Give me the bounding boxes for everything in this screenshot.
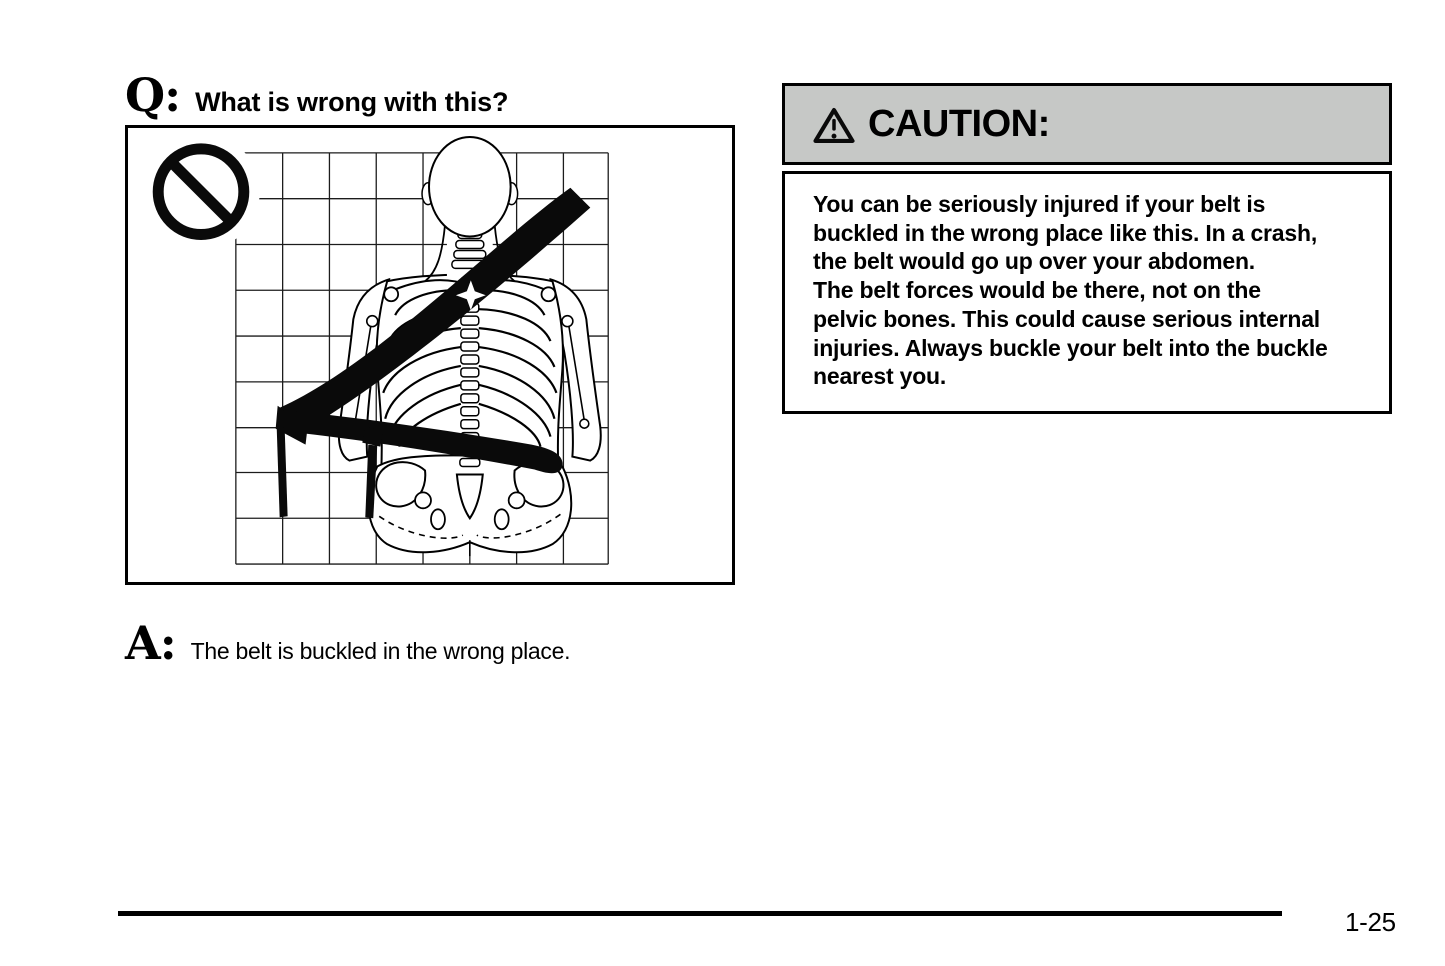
- seatbelt-illustration-svg: [128, 128, 732, 582]
- left-strap: [277, 427, 288, 518]
- answer-text: The belt is buckled in the wrong place.: [190, 638, 571, 664]
- caution-text-line: nearest you.: [813, 363, 947, 390]
- caution-text-line: pelvic bones. This could cause serious internal: [813, 305, 1320, 332]
- caution-block: [782, 83, 1392, 414]
- head: [429, 137, 511, 237]
- footer-divider: [118, 911, 1282, 916]
- seatbelt-illustration: [125, 125, 735, 585]
- question-text: What is wrong with this?: [195, 87, 509, 117]
- warning-triangle-icon: [813, 107, 855, 144]
- caution-text-line: You can be seriously injured if your belt is: [813, 191, 1266, 217]
- page-number: 1-25: [1345, 907, 1396, 937]
- caution-text-line: the belt would go up over your abdomen.: [813, 248, 1255, 275]
- answer-heading: [125, 616, 571, 670]
- caution-text-line: injuries. Always buckle your belt into the buckle: [813, 334, 1328, 361]
- question-prefix: Q:: [125, 68, 181, 122]
- question-heading: [125, 68, 509, 122]
- left-shoulder-joint: [384, 287, 398, 301]
- answer-prefix: A:: [125, 616, 176, 670]
- caution-header: [782, 83, 1392, 165]
- caution-text-line: The belt forces would be there, not on the: [813, 277, 1261, 304]
- caution-text-line: buckled in the wrong place like this. In a crash,: [813, 219, 1318, 246]
- caution-body: [782, 171, 1392, 414]
- right-shoulder-joint: [542, 287, 556, 301]
- caution-title: CAUTION:: [868, 102, 1050, 145]
